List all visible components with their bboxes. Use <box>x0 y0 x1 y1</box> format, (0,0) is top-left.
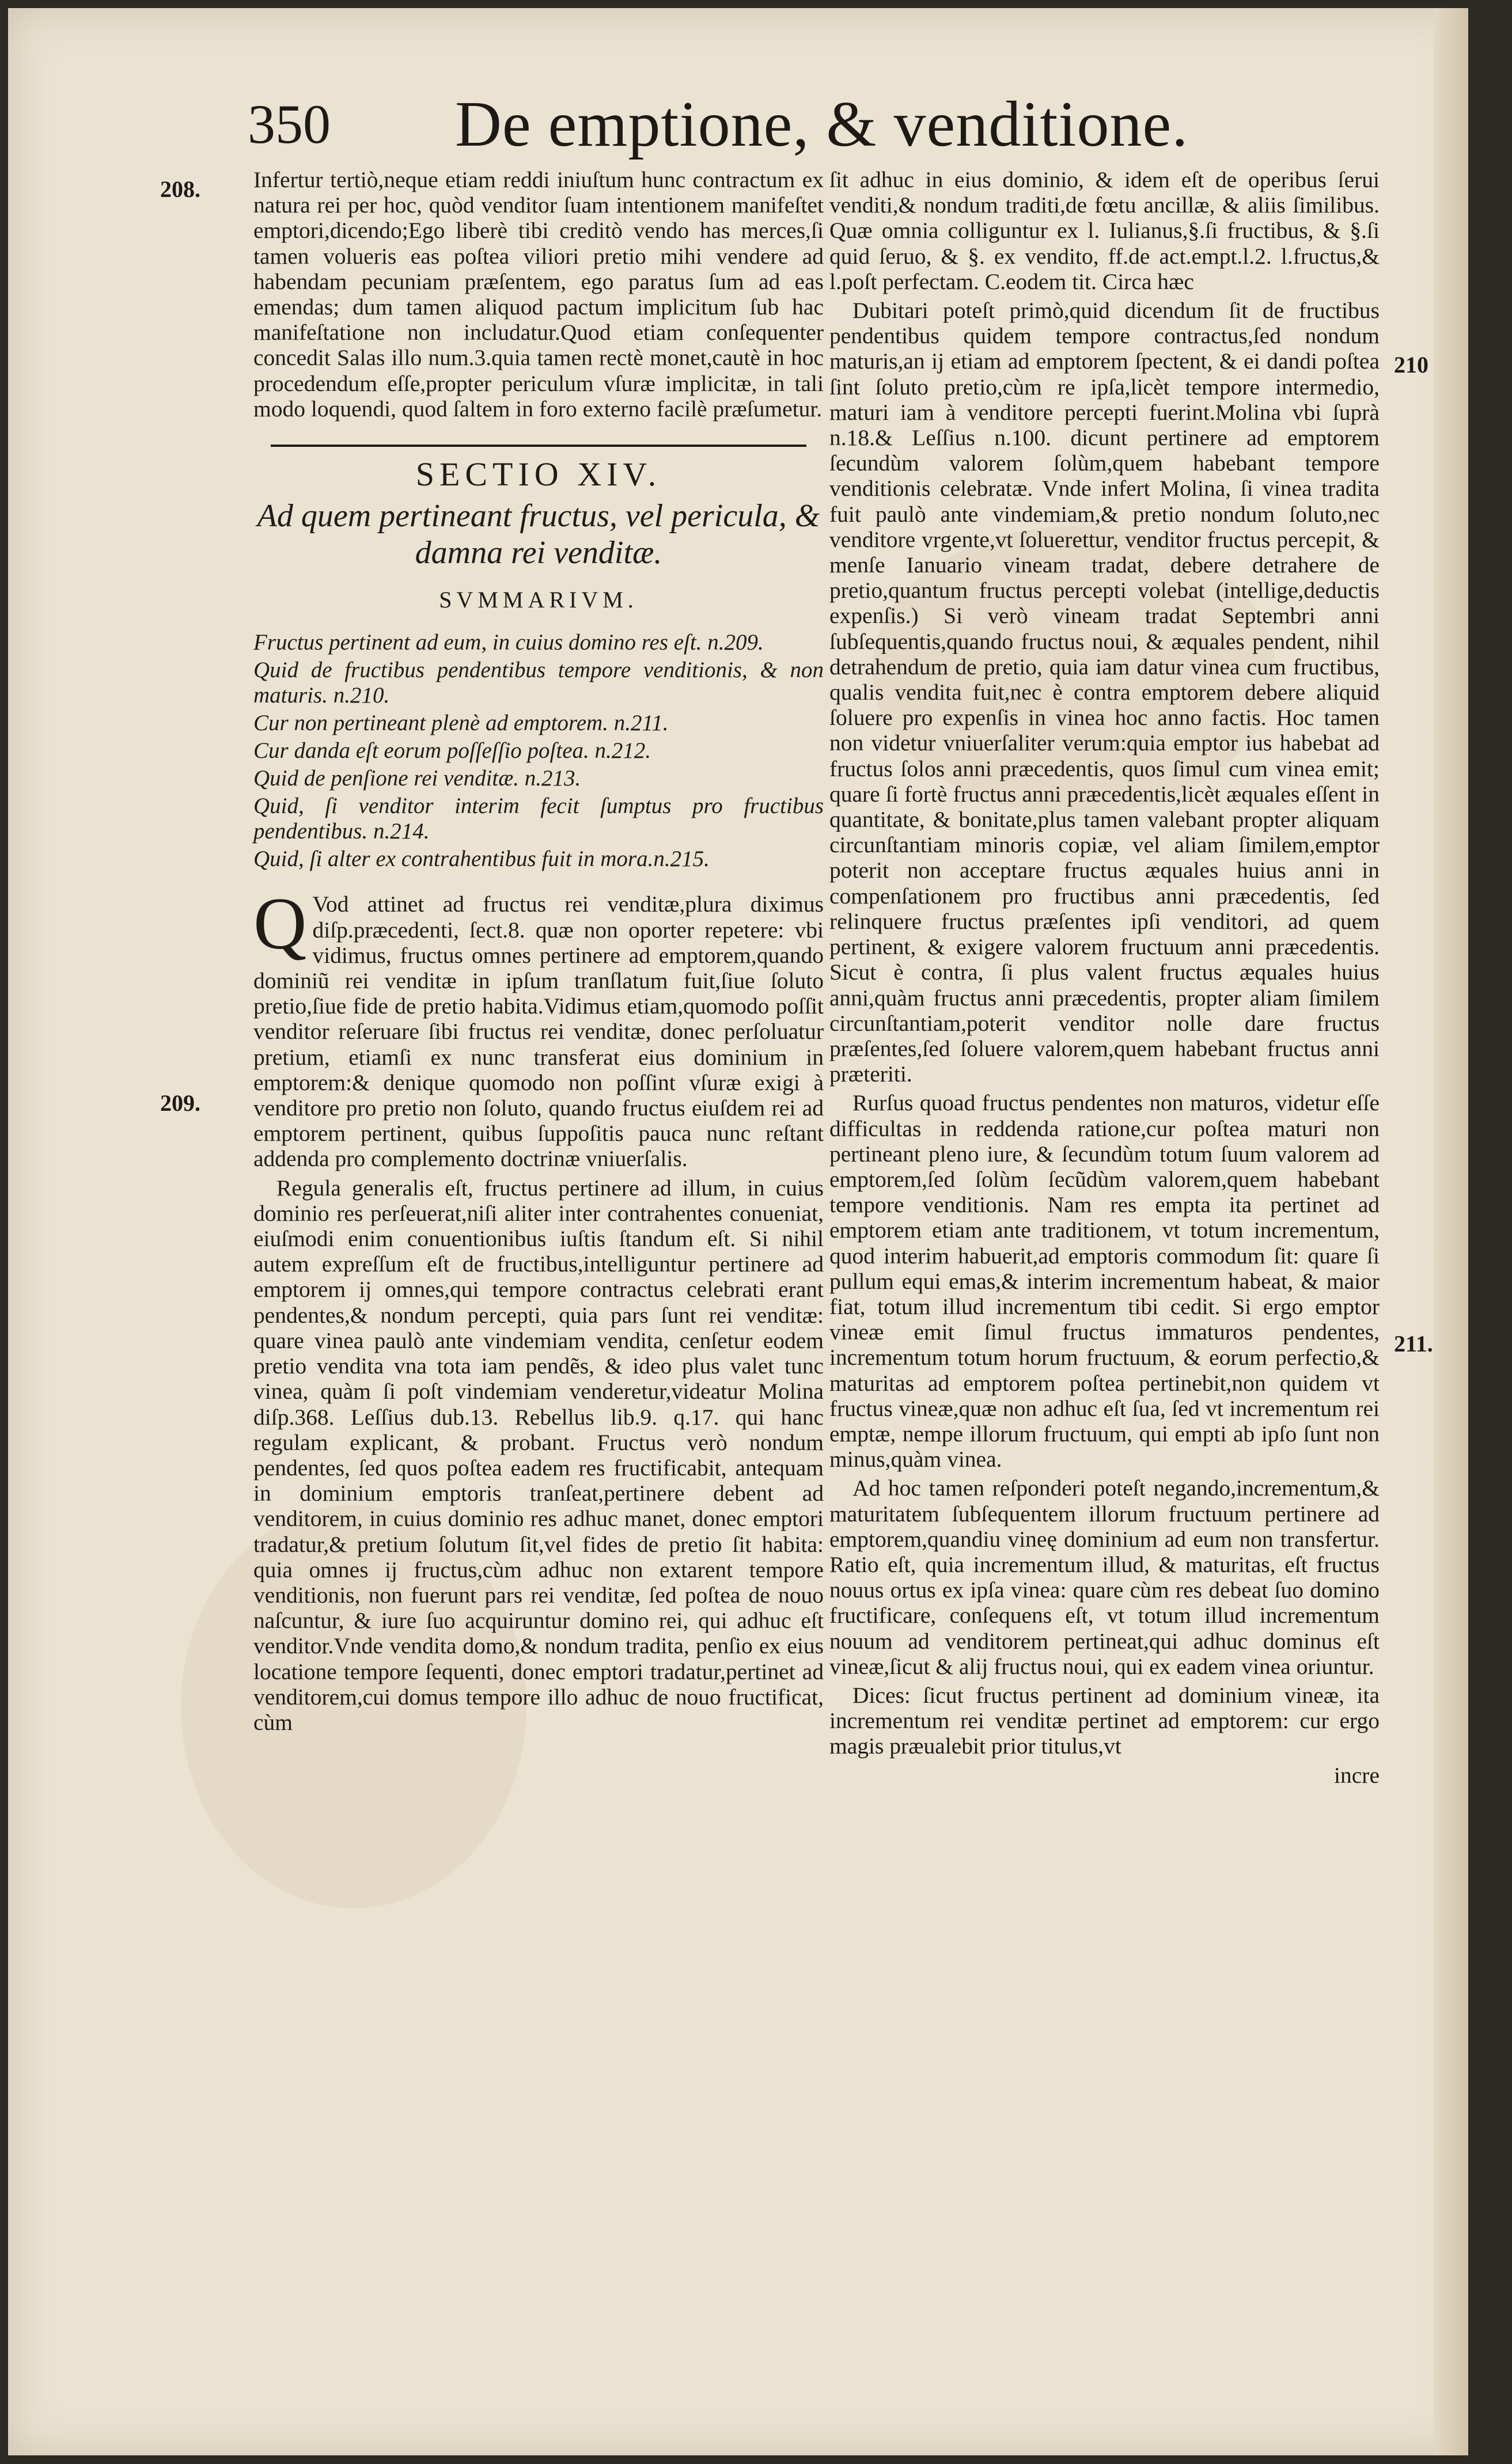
drop-cap: Q <box>253 883 307 965</box>
paragraph-210: Dubitari poteſt primò,quid dicendum ſit de fructibus pendentibus quidem tempore contractus,ſed nondum maturis,an ij etiam ad emptorem ſpectent, & ei dandi poſtea ſint ſoluto pretio,cùm re ipſa,licèt tempore intermedio, maturi iam à venditore percepti fuerint.Molina vbi ſuprà n.18.& Leſſius n.100. dicunt pertinere ad emptorem ſecundùm valorem ſolùm,quem habebant tempore venditionis celebratæ. Vnde infert Molina, ſi vinea tradita fuit paulò ante vindemiam,& pretio nondum ſoluto,nec venditore vrgente,vt ſoluerettur, venditor fructus percepit, & menſe Ianuario vineam tradat, debere detrahere de pretio,quantum fructus percepti volebat (intellige,deductis expenſis.) Si verò vineam tradat Septembri anni ſubſequentis,quando fructus noui, & æquales pendent, nihil detrahendum de pretio, quia iam datur vinea cum fructibus, qualis vendita fuit,nec è contra emptorem debere aliquid ſoluere pro expenſis in vinea hoc anno factis. Hoc tamen non videtur vniuerſaliter verum:quia emptor ius habebat ad fructus ſolos anni præcedentis, quos ſimul cum vinea emit; quare ſi fortè fructus anni præcedentis,licèt æquales eſſent in quantitate, & bonitate,plus tamen valebant propter aliquam circunſtantiam minoris copiæ, vel aliam ſimilem,emptor poterit non acceptare fructus æquales huius anni in compenſationem pro fructibus anni præcedentis, ſed relinquere fructus præſentes ipſi venditori, ad quem pertinent, & exigere valorem fructuum anni præcedentis. Sicut è contra, ſi plus valent fructus æquales huius anni,quàm fructus anni præcedentis, propter aliam ſimilem circunſtantiam,poterit venditor nolle dare fructus præſentes,ſed ſoluere valorem,quem habebant fructus anni præteriti. <box>829 298 1380 1087</box>
catchword: incre <box>1334 1762 1380 1788</box>
running-title: De emptione, & venditione. <box>455 89 1189 160</box>
right-column <box>829 167 1380 1788</box>
section-rule <box>271 445 806 447</box>
paragraph-209a <box>253 883 824 1172</box>
paragraph-211b: Ad hoc tamen reſponderi poteſt negando,incrementum,& maturitatem ſubſequentem illorum fructuum pertinere ad emptorem,quandiu vineę dominium ad eum non transfertur. Ratio eſt, quia incrementum illud, & maturitas, eſt fructus nouus ortus ex ipſa vinea: quare cùm res debeat ſuo domino fructificare, conſequens eſt, vt totum illud incrementum nouum ad venditorem pertineat,qui adhuc dominus eſt vineæ,ſicut & alij fructus noui, qui ex eadem vinea oriuntur. <box>829 1475 1380 1679</box>
summary-item: Quid, ſi venditor interim fecit ſumptus pro fructibus pendentibus. n.214. <box>253 794 824 844</box>
summary-item: Quid, ſi alter ex contrahentibus fuit in mora.n.215. <box>253 846 710 872</box>
summary-title: SVMMARIVM. <box>439 587 638 613</box>
margin-number-208: 208. <box>160 176 200 202</box>
margin-number-211: 211. <box>1394 1331 1433 1357</box>
paragraph-208: Infertur tertiò,neque etiam reddi iniuſtum hunc contractum ex natura rei per hoc, quòd venditor ſuam intentionem manifeſtet emptori,dicendo;Ego liberè tibi creditò vendo has merces,ſi tamen volueris eas poſtea viliori pretio mihi vendere ad habendam pecuniam præſentem, ego paratus ſum ad eas emendas; dum tamen aliquod pactum implicitum ſub hac manifeſtatione non includatur.Quod etiam conſequenter concedit Salas illo num.3.quia tamen rectè monet,cautè in hoc procedendum eſſe,propter periculum vſuræ implicitæ, in tali modo loquendi, quod ſaltem in foro externo facilè præſumetur. <box>253 167 824 422</box>
margin-number-210: 210 <box>1394 352 1428 378</box>
summary-item: Fructus pertinent ad eum, in cuius domino res eſt. n.209. <box>253 630 764 655</box>
left-column <box>253 167 824 1738</box>
page-number: 350 <box>248 93 331 155</box>
paragraph-209b: Regula generalis eſt, fructus pertinere ad illum, in cuius dominio res perſeuerat,niſi aliter inter contrahentes conueniat, eiuſmodi enim conuentionibus iuſtis ſtandum eſt. Si nihil autem expreſſum eſt de fructibus,intelliguntur pertinere ad emptorem ij omnes,qui tempore contractus celebrati erant pendentes,& nondum percepti, quia pars ſunt rei venditæ: quare vinea paulò ante vindemiam vendita, cenſetur eodem pretio vendita vna tota iam pendẽs, & ideo plus valet tunc vinea, quàm ſi poſt vindemiam venderetur,videatur Molina diſp.368. Leſſius dub.13. Rebellus lib.9. q.17. qui hanc regulam explicant, & probant. Fructus verò nondum pendentes, ſed quos poſtea eadem res fructificabit, antequam in dominium emptoris tranſeat,pertinere debent ad venditorem, in cuius dominio res adhuc manet, donec emptori tradatur,& pretium ſolutum ſit,vel fides de pretio ſit habita: quia omnes ij fructus,cùm adhuc non extarent tempore venditionis, non fuerunt pars rei venditæ, ſed poſtea de nouo naſcuntur, & iure ſuo acquiruntur domino rei, qui adhuc eſt venditor.Vnde vendita domo,& nondum tradita, penſio ex eius locatione tempore ſequenti, donec emptori tradatur,pertinet ad venditorem,cui domus tempore illo adhuc de nouo fructificat, cùm <box>253 1175 824 1735</box>
margin-number-209: 209. <box>160 1090 200 1116</box>
summary-item: Quid de penſione rei venditæ. n.213. <box>253 766 581 791</box>
paragraph-211a: Rurſus quoad fructus pendentes non maturos, videtur eſſe difficultas in reddenda ratione,cur poſtea maturi non pertineant pleno iure, & ſecundùm totum ſuum valorem ad emptorem,ſed ſolùm ſecũdùm valorem,quem habebant tempore venditionis. Nam res empta ita pertinet ad emptorem etiam ante traditionem, vt totum incrementum, quod interim habuerit,ad emptoris commodum ſit: quare ſi pullum equi emas,& interim incrementum habeat, & maior fiat, totum illud incrementum tibi cedit. Si ergo emptor vineæ emit ſimul fructus immaturos pendentes, incrementum totum horum fructuum, & eorum perfectio,& maturitas ad emptorem poſtea pertinebit,non quidem vt fructus vineæ,quæ non adhuc eſt ſua, ſed vt incrementum rei emptæ, nempe illorum fructuum, qui empti ab ipſo ſunt non minus,quàm vinea. <box>829 1090 1380 1472</box>
paragraph-209a-text: Vod attinet ad fructus rei venditæ,plura diximus diſp.præcedenti, ſect.8. quæ non oporter repetere: vbi vidimus, fructus omnes pertinere ad emptorem,quando dominiũ rei venditæ in ipſum tranſlatum fuit,ſiue ſoluto pretio,ſiue fide de pretio habita.Vidimus etiam,quomodo poſſit venditor reſeruare ſibi fructus rei venditæ, donec perſoluatur pretium, etiamſi ex nunc transferat eius dominium in emptorem:& denique quomodo non poſſint vſuræ exigi à venditore pro pretio non ſoluto, quando fructus eiuſdem rei ad emptorem pertinent, quibus ſuppoſitis pauca nunc reſtant addenda pro complemento doctrinæ vniuerſalis. <box>253 891 824 1172</box>
summary-item: Cur non pertineant plenè ad emptorem. n.211. <box>253 711 669 736</box>
section-title: SECTIO XIV. <box>415 455 662 493</box>
section-subtitle: Ad quem pertineant fructus, vel pericula, & damna rei venditæ. <box>257 498 820 571</box>
page-header <box>248 89 1198 161</box>
summary-item: Cur danda eſt eorum poſſeſſio poſtea. n.212. <box>253 738 651 764</box>
summary-item: Quid de fructibus pendentibus tempore venditionis, & non maturis. n.210. <box>253 658 824 708</box>
paragraph-211c: Dices: ſicut fructus pertinent ad dominium vineæ, ita incrementum rei venditæ pertinet ad emptorem: cur ergo magis præualebit prior titulus,vt <box>829 1682 1380 1759</box>
paragraph-continuation: ſit adhuc in eius dominio, & idem eſt de operibus ſerui venditi,& nondum traditi,de fœtu ancillæ, & aliis ſimilibus. Quæ omnia colliguntur ex l. Iulianus,§.ſi fructibus, & §.ſi quid ſeruo, & §. ex vendito, ff.de act.empt.l.2. l.fructus,& l.poſt perfectam. C.eodem tit. Circa hæc <box>829 167 1380 294</box>
page-gutter <box>1434 8 1468 2455</box>
